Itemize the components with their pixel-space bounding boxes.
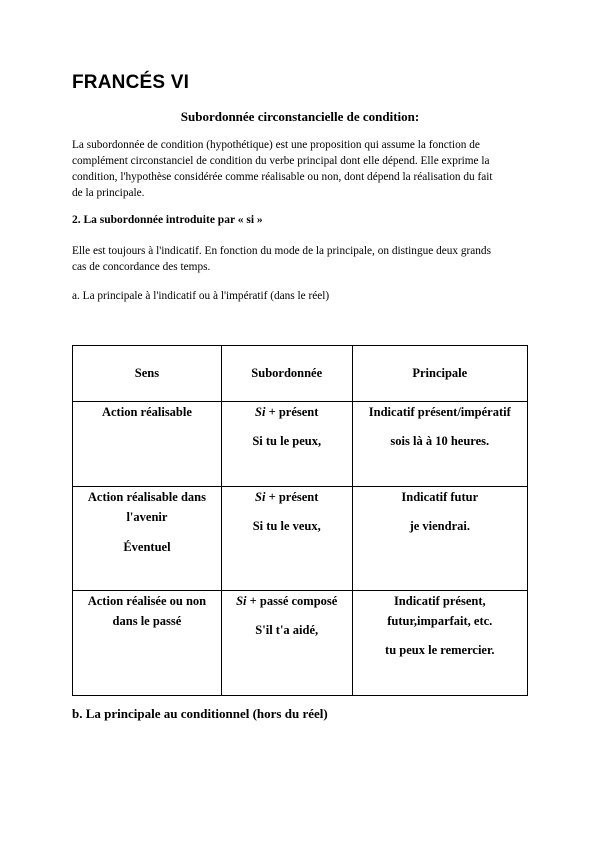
principale-line: Indicatif présent, xyxy=(393,594,486,608)
sub-example: S'il t'a aidé, xyxy=(255,623,319,637)
table-row xyxy=(73,591,528,696)
header-sens: Sens xyxy=(73,346,222,402)
cell-principale xyxy=(352,487,527,591)
header-subordonnee: Subordonnée xyxy=(221,346,352,402)
document-title: FRANCÉS VI xyxy=(72,72,190,93)
principale-line: Indicatif futur xyxy=(401,490,479,504)
si-keyword: Si xyxy=(255,490,266,504)
cell-subordonnee xyxy=(221,591,352,696)
cell-subordonnee xyxy=(221,487,352,591)
section2-heading: 2. La subordonnée introduite par « si » xyxy=(72,214,263,226)
concordance-table xyxy=(72,345,528,696)
sub-example: Si tu le peux, xyxy=(252,434,322,448)
si-keyword: Si xyxy=(236,594,247,608)
principale-example: je viendrai. xyxy=(409,519,470,533)
cell-sens xyxy=(73,591,222,696)
table-header-row xyxy=(73,346,528,402)
case-a-heading: a. La principale à l'indicatif ou à l'impératif (dans le réel) xyxy=(72,290,330,302)
cell-subordonnee xyxy=(221,402,352,487)
cell-principale xyxy=(352,402,527,487)
section2-line: Elle est toujours à l'indicatif. En fonction du mode de la principale, on distingue deux grands xyxy=(72,245,491,257)
sens-line: Action réalisable dans xyxy=(87,490,206,504)
intro-line: condition, l'hypothèse considérée comme réalisable ou non, dont dépend la réalisation du fait xyxy=(72,171,493,183)
principale-example: tu peux le remercier. xyxy=(385,643,495,657)
sub-rule xyxy=(225,591,349,611)
cell-sens xyxy=(73,487,222,591)
sub-rule xyxy=(225,402,349,422)
table-row xyxy=(73,487,528,591)
si-keyword: Si xyxy=(255,405,266,419)
table-row xyxy=(73,402,528,487)
sub-rule-text: + présent xyxy=(265,405,319,419)
cell-principale xyxy=(352,591,527,696)
intro-line: La subordonnée de condition (hypothétique) est une proposition qui assume la fonction de xyxy=(72,139,480,151)
section-subtitle: Subordonnée circonstancielle de condition: xyxy=(180,109,420,124)
section2-line: cas de concordance des temps. xyxy=(72,261,211,273)
sens-line: l'avenir xyxy=(126,510,168,524)
intro-line: complément circonstanciel de condition du verbe principal dont elle dépend. Elle exprime la xyxy=(72,155,490,167)
principale-line: futur,imparfait, etc. xyxy=(387,614,493,628)
sens-line: Action réalisée ou non xyxy=(87,594,207,608)
cell-sens xyxy=(73,402,222,487)
principale-line: Indicatif présent/impératif xyxy=(368,405,511,419)
sens-line: dans le passé xyxy=(112,614,182,628)
sens-extra: Éventuel xyxy=(123,540,171,554)
sub-rule-text: + présent xyxy=(265,490,319,504)
sub-example: Si tu le veux, xyxy=(252,519,321,533)
case-b-heading: b. La principale au conditionnel (hors du réel) xyxy=(72,706,328,721)
sub-rule xyxy=(225,487,349,507)
section2-paragraph xyxy=(72,243,532,275)
sub-rule-text: + passé composé xyxy=(246,594,338,608)
intro-line: de la principale. xyxy=(72,187,145,199)
principale-example: sois là à 10 heures. xyxy=(390,434,490,448)
header-principale: Principale xyxy=(352,346,527,402)
intro-paragraph xyxy=(72,137,532,201)
sens-line: Action réalisable xyxy=(101,405,192,419)
